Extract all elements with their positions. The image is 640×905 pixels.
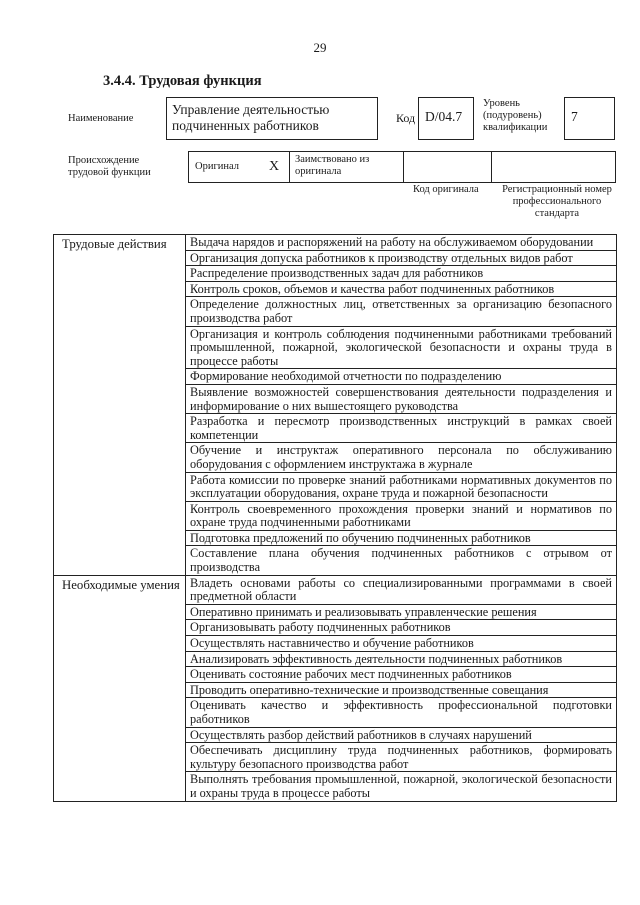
table-cell: Оценивать качество и эффективность профессиональной подготовки работников	[186, 698, 617, 727]
table-cell: Оперативно принимать и реализовывать управленческие решения	[186, 604, 617, 620]
name-value: Управление деятельностью подчиненных работников	[172, 102, 330, 133]
origin-divider	[491, 152, 492, 182]
borrowed-label: Заимствовано из оригинала	[295, 154, 370, 177]
page-number: 29	[313, 40, 327, 55]
code-box	[418, 97, 474, 140]
level-label: Уровень (подуровень) квалификации	[483, 98, 548, 133]
section-title: Трудовые действия	[54, 235, 186, 576]
table-cell: Формирование необходимой отчетности по подразделению	[186, 369, 617, 385]
table-cell: Выполнять требования промышленной, пожарной, экологической безопасности и охраны труда в процессе работы	[186, 772, 617, 801]
origin-divider	[289, 152, 290, 182]
section-title: Необходимые умения	[54, 575, 186, 801]
table-cell: Организовывать работу подчиненных работников	[186, 620, 617, 636]
table-cell: Выявление возможностей совершенствования деятельности подразделения и информирование о них вышестоящего руководства	[186, 384, 617, 413]
name-box	[166, 97, 378, 140]
section-heading: 3.4.4. Трудовая функция	[103, 73, 262, 89]
table-cell: Осуществлять разбор действий работников в случаях нарушений	[186, 727, 617, 743]
table-cell: Составление плана обучения подчиненных работников с отрывом от производства	[186, 546, 617, 575]
code-original-caption: Код оригинала	[413, 184, 479, 195]
table-row	[54, 235, 617, 251]
origin-divider	[403, 152, 404, 182]
table-cell: Владеть основами работы со специализированными программами в своей предметной области	[186, 575, 617, 604]
table-cell: Анализировать эффективность деятельности подчиненных работников	[186, 651, 617, 667]
table-cell: Подготовка предложений по обучению подчиненных работников	[186, 530, 617, 546]
reg-number-caption: Регистрационный номер профессионального стандарта	[502, 184, 612, 219]
level-value: 7	[571, 109, 578, 124]
original-label: Оригинал	[195, 161, 239, 172]
function-table-body	[54, 235, 617, 802]
table-cell: Разработка и пересмотр производственных инструкций в рамках своей компетенции	[186, 414, 617, 443]
table-cell: Оценивать состояние рабочих мест подчиненных работников	[186, 667, 617, 683]
function-table	[53, 234, 617, 802]
table-cell: Обучение и инструктаж оперативного персонала по обслуживанию оборудования с оформлением инструктажа в журнале	[186, 443, 617, 472]
table-cell: Контроль сроков, объемов и качества работ подчиненных работников	[186, 281, 617, 297]
original-mark: X	[269, 159, 280, 174]
table-cell: Контроль своевременного прохождения проверки знаний и нормативов по охране труда подчиненными работниками	[186, 501, 617, 530]
table-cell: Организация допуска работников к производству отдельных видов работ	[186, 250, 617, 266]
table-cell: Обеспечивать дисциплину труда подчиненных работников, формировать культуру безопасного производства работ	[186, 743, 617, 772]
table-cell: Распределение производственных задач для работников	[186, 266, 617, 282]
table-cell: Проводить оперативно-технические и производственные совещания	[186, 682, 617, 698]
code-label: Код	[396, 111, 416, 125]
table-cell: Осуществлять наставничество и обучение работников	[186, 636, 617, 652]
table-cell: Выдача нарядов и распоряжений на работу на обслуживаемом оборудовании	[186, 235, 617, 251]
table-cell: Определение должностных лиц, ответственных за организацию безопасного производства работ	[186, 297, 617, 326]
code-value: D/04.7	[425, 109, 463, 124]
name-label: Наименование	[68, 113, 134, 124]
origin-table	[188, 151, 616, 183]
table-row	[54, 575, 617, 604]
table-cell: Организация и контроль соблюдения подчиненными работниками требований промышленной, пожарной, экологической безопасности и охраны труда в процессе работы	[186, 326, 617, 369]
origin-label: Происхождение трудовой функции	[68, 155, 151, 178]
table-cell: Работа комиссии по проверке знаний работниками нормативных документов по эксплуатации оборудования, охране труда и пожарной безопасности	[186, 472, 617, 501]
level-box	[564, 97, 615, 140]
